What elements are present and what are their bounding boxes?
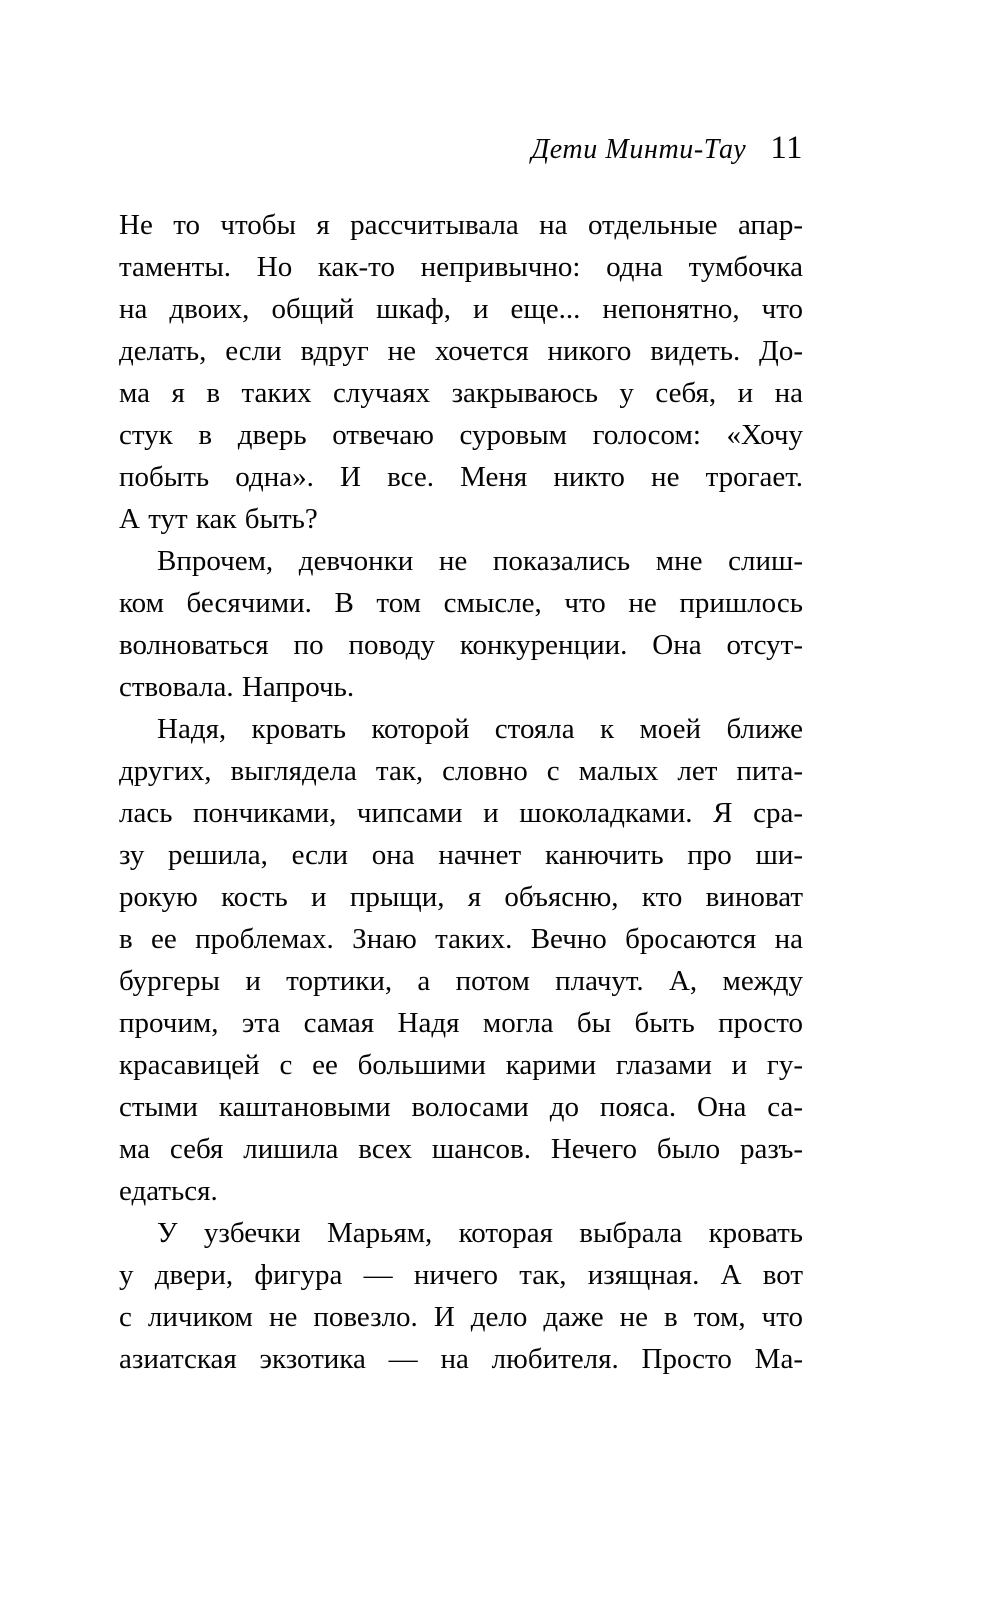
text-line: ком бесячими. В том смысле, что не пришлось [119, 587, 803, 619]
text-line: других, выглядела так, словно с малых лет пита- [119, 755, 803, 787]
paragraph [119, 204, 803, 540]
text-line: побыть одна». И все. Меня никто не трогает. [119, 461, 803, 493]
text-line: зу решила, если она начнет канючить про ши- [119, 839, 803, 871]
text-line: ма себя лишила всех шансов. Нечего было разъ- [119, 1133, 803, 1165]
text-line: ствовала. Напрочь. [119, 671, 355, 703]
page-number: 11 [770, 130, 803, 166]
paragraph [119, 540, 803, 708]
text-line: Не то чтобы я рассчитывала на отдельные апар- [119, 209, 803, 241]
text-line: на двоих, общий шкаф, и еще... непонятно, что [119, 293, 803, 325]
text-line: бургеры и тортики, а потом плачут. А, между [119, 965, 803, 997]
text-line: стыми каштановыми волосами до пояса. Она са- [119, 1091, 803, 1123]
running-header [119, 130, 803, 167]
paragraph [119, 1212, 803, 1380]
text-line: едаться. [119, 1175, 218, 1207]
text-line: А тут как быть? [119, 503, 318, 535]
text-line: прочим, эта самая Надя могла бы быть просто [119, 1007, 803, 1039]
text-line: Надя, кровать которой стояла к моей ближе [157, 713, 803, 745]
text-line: Впрочем, девчонки не показались мне слиш- [157, 545, 803, 577]
text-line: таменты. Но как-то непривычно: одна тумбочка [119, 251, 803, 283]
text-line: У узбечки Марьям, которая выбрала кровать [157, 1217, 803, 1249]
text-line: лась пончиками, чипсами и шоколадками. Я сра- [119, 797, 803, 829]
text-line: у двери, фигура — ничего так, изящная. А вот [119, 1259, 803, 1291]
text-line: ма я в таких случаях закрываюсь у себя, и на [119, 377, 803, 409]
text-block [119, 204, 803, 1380]
text-line: красавицей с ее большими карими глазами и гу- [119, 1049, 803, 1081]
text-line: азиатская экзотика — на любителя. Просто Ма- [119, 1343, 803, 1375]
text-line: делать, если вдруг не хочется никого видеть. До- [119, 335, 803, 367]
text-line: волноваться по поводу конкуренции. Она отсут- [119, 629, 803, 661]
text-line: рокую кость и прыщи, я объясню, кто виноват [119, 881, 803, 913]
text-line: с личиком не повезло. И дело даже не в том, что [119, 1301, 803, 1333]
paragraph [119, 708, 803, 1212]
text-line: в ее проблемах. Знаю таких. Вечно бросаются на [119, 923, 803, 955]
text-line: стук в дверь отвечаю суровым голосом: «Хочу [119, 419, 803, 451]
running-title: Дети Минти-Тау [531, 134, 747, 165]
